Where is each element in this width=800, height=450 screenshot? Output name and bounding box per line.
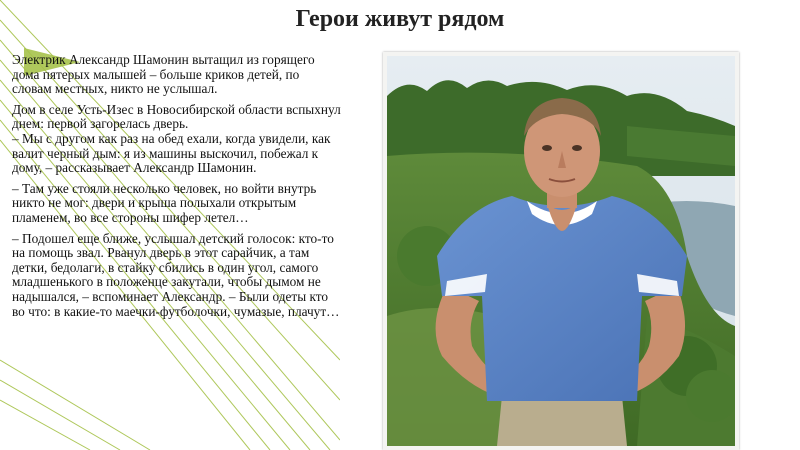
paragraph-people: – Там уже стояли несколько человек, но войти внутрь никто не мог: двери и крыша полыхали открытым пламенем, во все стороны шифер летел… xyxy=(12,180,317,225)
slide-body-text xyxy=(12,53,342,325)
slide-title: Герои живут рядом xyxy=(295,6,505,32)
photo-frame xyxy=(383,52,739,450)
paragraph-fire: Дом в селе Усть-Изес в Новосибирской области вспыхнул днем: первой загорелась дверь. – Мы с другом как раз на обед ехали, когда увидели, как валит черный дым: я из машины выскочил, побежал к дому, – рассказывает Александр Шамонин. xyxy=(12,101,341,176)
paragraph-intro: Электрик Александр Шамонин вытащил из горящего дома пятерых малышей – больше криков детей, по словам местных, никто не услышал. xyxy=(12,52,315,97)
portrait-photo-icon xyxy=(387,56,735,446)
paragraph-rescue: – Подошел еще ближе, услышал детский голосок: кто-то на помощь звал. Рванул дверь в этот сарайчик, а там детки, бедолаги, в стайку сбились в один угол, самого младшенького в положенце закутали, чтобы дымом не надышался, – вспоминает Александр. – Были одеты кто во что: в какие-то маечки-футболочки, чумазые, плачут… xyxy=(12,230,340,319)
